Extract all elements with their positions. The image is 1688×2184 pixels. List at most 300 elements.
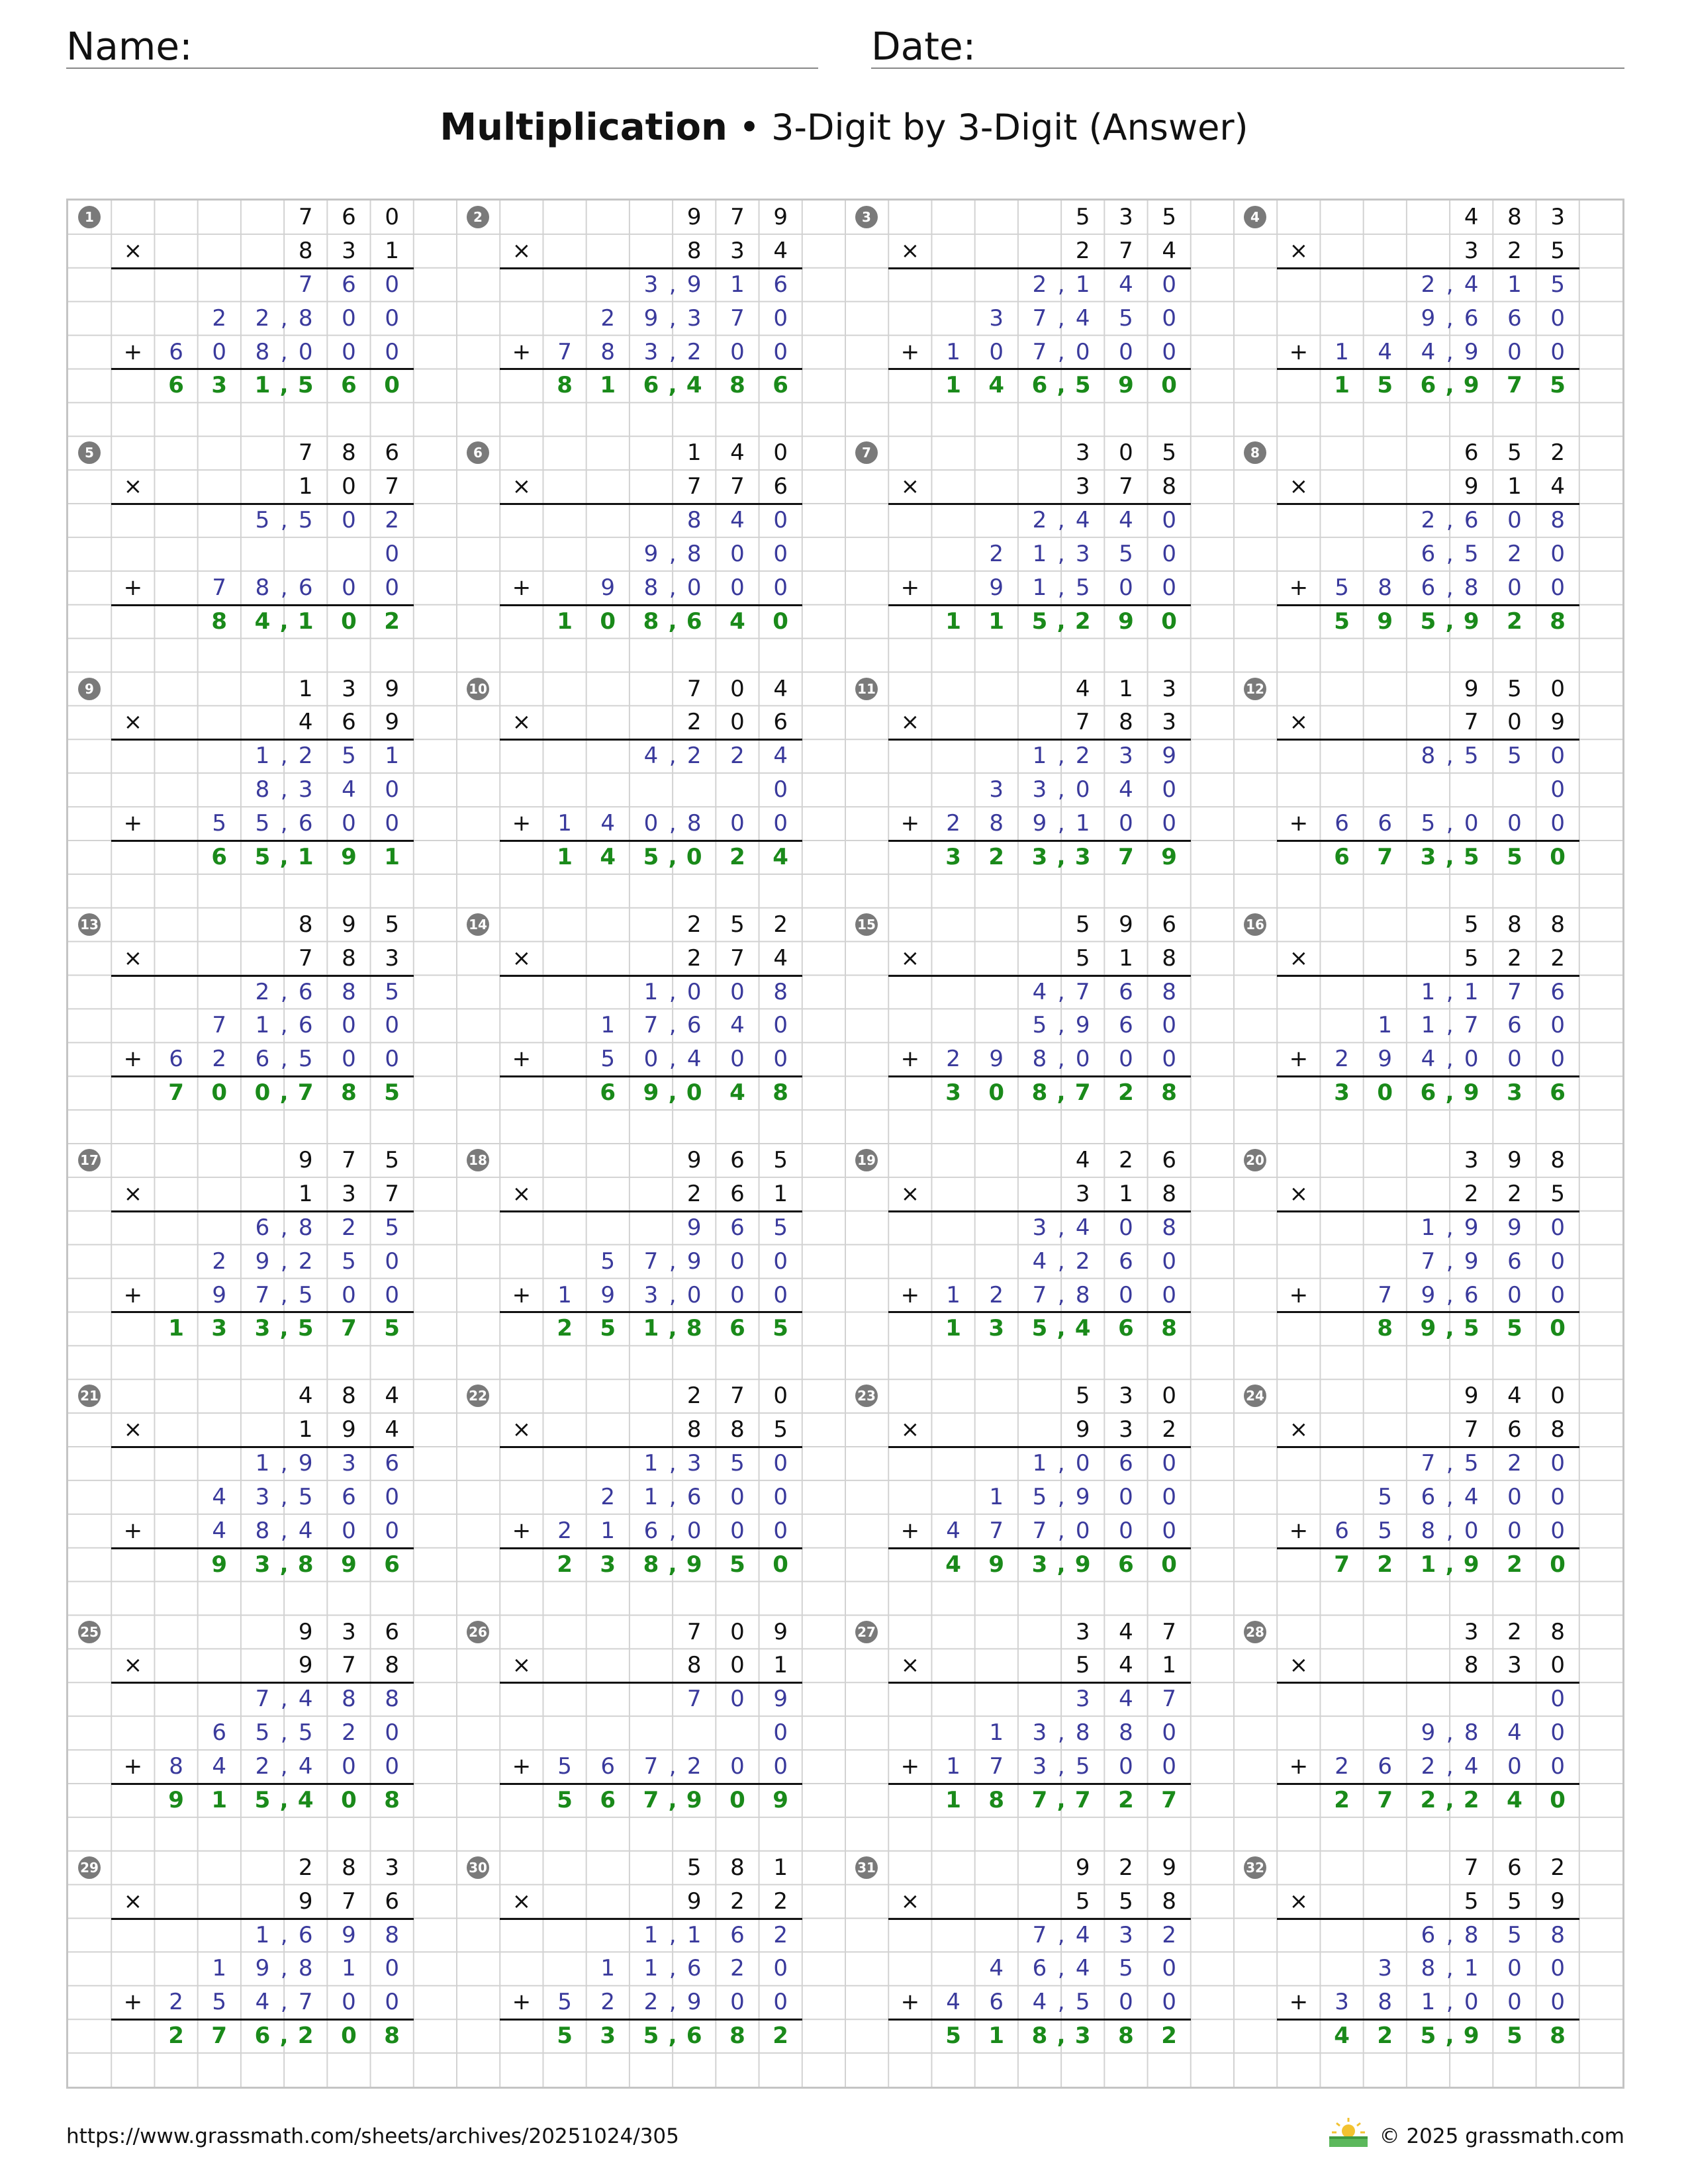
answer-digit: 7: [1377, 1786, 1393, 1813]
partial-product-digit: 8: [686, 810, 702, 837]
times-sign: ×: [900, 1180, 920, 1207]
partial-product-digit: 0: [1075, 338, 1090, 365]
partial-product-digit: 1: [1421, 1012, 1436, 1039]
multiplicand-digit: 6: [1507, 1854, 1522, 1881]
times-sign: ×: [512, 1652, 532, 1679]
partial-product-digit: 5: [298, 1281, 313, 1308]
partial-product-digit-comma: ,: [1446, 743, 1454, 770]
partial-product-digit: 0: [385, 271, 399, 298]
plus-sign: +: [900, 810, 920, 837]
times-sign: ×: [123, 237, 143, 264]
partial-product-digit-comma: ,: [1446, 978, 1454, 1005]
answer-digit: 6: [1118, 1551, 1134, 1578]
answer-digit: 5: [254, 1786, 271, 1813]
partial-product-digit-comma: ,: [669, 271, 677, 298]
partial-product-digit: 0: [1119, 1214, 1133, 1241]
partial-product-digit: 1: [1075, 271, 1090, 298]
answer-rule-line: [111, 840, 414, 842]
partial-product-digit: 8: [298, 304, 313, 332]
multiplier-digit: 5: [1464, 1888, 1479, 1915]
answer-digit: 9: [643, 1079, 659, 1107]
partial-product-digit: 9: [1464, 1248, 1479, 1275]
partial-product-digit: 0: [730, 1248, 745, 1275]
multiplicand-digit: 5: [1507, 675, 1522, 702]
partial-product-digit: 0: [1075, 1517, 1090, 1544]
answer-digit: 4: [600, 843, 616, 870]
partial-product-digit: 0: [1075, 776, 1090, 803]
partial-product-digit-comma: ,: [1057, 338, 1065, 365]
answer-digit: 3: [1074, 2023, 1091, 2050]
answer-digit: 0: [1161, 1551, 1177, 1578]
partial-product-digit: 8: [1162, 1214, 1176, 1241]
answer-digit: 1: [384, 843, 400, 870]
answer-digit: 6: [1420, 372, 1436, 399]
answer-digit-comma: ,: [668, 1786, 677, 1813]
partial-product-digit: 0: [773, 1753, 788, 1780]
partial-product-digit: 0: [1550, 810, 1565, 837]
answer-digit: 5: [1074, 372, 1091, 399]
multiplicand-digit: 8: [342, 1854, 356, 1881]
partial-product-digit: 8: [1464, 574, 1479, 601]
answer-digit: 3: [254, 1551, 271, 1578]
partial-product-digit: 0: [385, 1955, 399, 1982]
times-sign: ×: [900, 709, 920, 736]
partial-product-digit-comma: ,: [1446, 338, 1454, 365]
partial-product-digit: 6: [1464, 1281, 1479, 1308]
multiplier-digit: 8: [1550, 1416, 1565, 1443]
answer-digit: 5: [1463, 843, 1479, 870]
partial-product-digit: 0: [1162, 304, 1176, 332]
partial-product-digit: 2: [1162, 1921, 1176, 1948]
times-sign: ×: [900, 237, 920, 264]
partial-product-digit: 7: [212, 1012, 227, 1039]
partial-product-digit: 4: [1032, 1989, 1047, 2016]
partial-product-digit: 5: [298, 1046, 313, 1073]
answer-digit: 3: [1031, 1551, 1048, 1578]
answer-digit-comma: ,: [1445, 843, 1454, 870]
plus-sign: +: [1289, 1281, 1309, 1308]
multiplicand-digit: 6: [1162, 1147, 1176, 1173]
answer-digit: 0: [1550, 1551, 1566, 1578]
multiplier-digit: 9: [1550, 709, 1565, 736]
partial-product-digit: 8: [686, 540, 702, 567]
problem-number-badge: 30: [467, 1856, 489, 1879]
answer-digit: 3: [1334, 1079, 1350, 1107]
date-label: Date:: [871, 24, 976, 69]
multiplicand-digit: 6: [1464, 439, 1479, 467]
partial-product-digit: 6: [1421, 574, 1436, 601]
partial-product-digit: 0: [643, 1046, 659, 1073]
partial-product-digit: 3: [1075, 1686, 1090, 1713]
answer-rule-line: [111, 1783, 414, 1785]
answer-digit: 2: [1118, 1079, 1134, 1107]
problem-number-badge: 26: [467, 1621, 489, 1643]
answer-rule-line: [1277, 1682, 1579, 1684]
answer-digit: 0: [1161, 608, 1177, 635]
partial-product-digit: 7: [298, 271, 313, 298]
answer-digit: 9: [1377, 608, 1393, 635]
plus-sign: +: [1289, 1753, 1309, 1780]
multiplicand-digit: 2: [1507, 1618, 1522, 1645]
partial-product-digit: 1: [1032, 743, 1047, 770]
partial-product-digit: 0: [1075, 1450, 1090, 1477]
partial-product-digit: 0: [773, 776, 788, 803]
answer-rule-line: [1277, 2019, 1579, 2021]
plus-sign: +: [512, 1989, 532, 2016]
partial-product-digit-comma: ,: [280, 1281, 288, 1308]
answer-digit: 7: [1507, 372, 1523, 399]
partial-product-digit: 3: [643, 271, 659, 298]
partial-product-digit: 3: [989, 776, 1004, 803]
answer-digit: 8: [773, 1079, 788, 1107]
answer-digit: 5: [1334, 608, 1350, 635]
multiplicand-digit: 8: [1550, 1618, 1565, 1645]
plus-sign: +: [900, 1989, 920, 2016]
answer-rule-line: [888, 1783, 1191, 1785]
answer-digit: 2: [1074, 608, 1091, 635]
plus-sign: +: [900, 338, 920, 365]
partial-product-digit: 6: [342, 1483, 356, 1510]
multiplicand-digit: 5: [730, 911, 745, 938]
partial-product-digit: 6: [298, 1012, 313, 1039]
answer-rule-line: [500, 1311, 802, 1313]
footer-copyright: © 2025 grassmath.com: [1379, 2124, 1624, 2148]
answer-digit: 0: [773, 608, 788, 635]
partial-product-digit: 0: [1464, 810, 1479, 837]
answer-digit: 6: [729, 1315, 745, 1342]
partial-product-digit: 6: [1550, 978, 1565, 1005]
partial-product-digit: 2: [730, 1955, 745, 1982]
partial-product-digit: 3: [1032, 1214, 1047, 1241]
times-sign: ×: [123, 473, 143, 500]
partial-product-digit: 9: [1421, 1281, 1436, 1308]
partial-product-digit-comma: ,: [1057, 1989, 1065, 2016]
partial-product-digit-comma: ,: [1057, 1753, 1065, 1780]
answer-digit: 6: [686, 2023, 702, 2050]
partial-product-digit: 6: [1421, 1483, 1436, 1510]
answer-digit: 9: [1463, 1551, 1479, 1578]
answer-digit: 0: [729, 1786, 745, 1813]
multiplicand-digit: 9: [298, 1147, 313, 1173]
partial-product-digit: 0: [385, 1281, 399, 1308]
answer-digit: 0: [1377, 1079, 1393, 1107]
answer-digit-comma: ,: [668, 1551, 677, 1578]
answer-rule-line: [500, 1210, 802, 1212]
partial-product-digit: 0: [342, 574, 356, 601]
times-sign: ×: [900, 1888, 920, 1915]
partial-product-digit: 1: [600, 1517, 616, 1544]
partial-product-digit: 5: [342, 1248, 356, 1275]
times-sign: ×: [1289, 944, 1309, 972]
partial-product-digit: 5: [1464, 1450, 1479, 1477]
multiplier-digit: 5: [1075, 944, 1090, 972]
answer-digit: 1: [557, 608, 573, 635]
multiplier-digit: 2: [1162, 1416, 1176, 1443]
partial-product-digit: 5: [1507, 743, 1522, 770]
times-sign: ×: [1289, 1888, 1309, 1915]
partial-product-digit: 3: [255, 1483, 270, 1510]
partial-product-digit: 0: [1119, 1046, 1133, 1073]
partial-product-digit: 0: [1464, 1989, 1479, 2016]
plus-sign: +: [1289, 1989, 1309, 2016]
partial-product-digit: 2: [989, 540, 1004, 567]
partial-product-digit: 2: [600, 304, 616, 332]
partial-product-digit: 8: [298, 1214, 313, 1241]
multiplicand-digit: 9: [1075, 1854, 1090, 1881]
partial-product-digit-comma: ,: [1446, 1012, 1454, 1039]
multiplier-digit: 8: [298, 237, 313, 264]
partial-product-digit-comma: ,: [1057, 540, 1065, 567]
plus-sign: +: [123, 810, 143, 837]
answer-digit-comma: ,: [1056, 1551, 1066, 1578]
multiplier-digit: 5: [1075, 1888, 1090, 1915]
answer-digit: 5: [643, 843, 659, 870]
answer-digit: 6: [254, 2023, 271, 2050]
partial-product-digit: 8: [1464, 1921, 1479, 1948]
answer-digit: 8: [643, 1551, 659, 1578]
partial-product-digit: 7: [686, 1686, 702, 1713]
answer-digit: 1: [1334, 372, 1350, 399]
multiplicand-digit: 0: [1550, 675, 1565, 702]
answer-rule-line: [888, 503, 1191, 505]
multiplicand-digit: 4: [730, 439, 745, 467]
answer-digit: 5: [1031, 1315, 1048, 1342]
multiplier-digit: 9: [385, 709, 399, 736]
partial-product-digit: 5: [1378, 1483, 1393, 1510]
multiplier-digit: 8: [686, 237, 702, 264]
partial-product-digit: 8: [1119, 1719, 1133, 1747]
multiplier-digit: 5: [1550, 237, 1565, 264]
partial-product-digit: 0: [1507, 1955, 1522, 1982]
partial-product-digit: 5: [212, 810, 227, 837]
multiplicand-digit: 7: [730, 1383, 745, 1410]
partial-product-digit: 4: [1032, 978, 1047, 1005]
partial-product-digit: 0: [1075, 1046, 1090, 1073]
answer-digit: 5: [1420, 608, 1436, 635]
multiplier-digit: 7: [730, 944, 745, 972]
times-sign: ×: [512, 1416, 532, 1443]
answer-digit-comma: ,: [1056, 372, 1066, 399]
answer-digit: 8: [1377, 1315, 1393, 1342]
partial-product-digit: 9: [1421, 1719, 1436, 1747]
partial-product-digit: 3: [1075, 540, 1090, 567]
partial-product-digit: 7: [1075, 978, 1090, 1005]
problem-number-badge: 5: [78, 441, 101, 464]
partial-product-digit-comma: ,: [1057, 978, 1065, 1005]
multiplicand-digit: 9: [385, 675, 399, 702]
partial-product-digit-comma: ,: [669, 978, 677, 1005]
answer-digit: 2: [384, 608, 400, 635]
title-sub: • 3-Digit by 3-Digit (Answer): [727, 107, 1248, 148]
answer-digit: 6: [600, 1786, 616, 1813]
partial-product-digit: 3: [342, 1450, 356, 1477]
answer-rule-line: [888, 604, 1191, 606]
partial-product-digit: 9: [1032, 810, 1047, 837]
problem-grid: [66, 199, 1624, 2089]
answer-rule-line: [1277, 1547, 1579, 1549]
multiplicand-digit: 8: [1550, 911, 1565, 938]
multiplicand-digit: 5: [385, 911, 399, 938]
partial-product-digit: 0: [730, 1483, 745, 1510]
partial-product-digit-comma: ,: [669, 1046, 677, 1073]
multiplier-digit: 2: [686, 944, 702, 972]
partial-product-digit: 6: [1119, 1248, 1133, 1275]
multiplicand-digit: 9: [298, 1618, 313, 1645]
partial-product-digit: 2: [1507, 540, 1522, 567]
multiplicand-digit: 7: [298, 439, 313, 467]
answer-digit: 2: [729, 843, 745, 870]
partial-product-digit: 7: [212, 574, 227, 601]
answer-digit: 7: [1118, 843, 1134, 870]
partial-product-digit: 8: [385, 1686, 399, 1713]
answer-rule-line: [500, 368, 802, 370]
partial-product-digit: 0: [1162, 1450, 1176, 1477]
answer-rule-line: [1277, 1311, 1579, 1313]
multiplier-digit: 4: [1550, 473, 1565, 500]
partial-product-digit: 0: [773, 540, 788, 567]
partial-product-digit: 0: [1119, 574, 1133, 601]
partial-product-digit-comma: ,: [280, 1483, 288, 1510]
answer-digit: 6: [1420, 1079, 1436, 1107]
answer-rule-line: [1277, 739, 1579, 741]
partial-product-digit: 0: [773, 1955, 788, 1982]
partial-product-digit: 2: [1421, 507, 1436, 534]
answer-digit: 8: [211, 608, 228, 635]
partial-product-digit: 1: [600, 1955, 616, 1982]
answer-digit: 1: [297, 608, 314, 635]
problem-number-badge: 25: [78, 1621, 101, 1643]
partial-product-digit: 1: [1421, 978, 1436, 1005]
multiplicand-digit: 6: [385, 439, 399, 467]
partial-product-digit: 0: [773, 1012, 788, 1039]
date-line[interactable]: [871, 68, 1624, 69]
partial-product-digit: 8: [385, 1921, 399, 1948]
times-sign: ×: [512, 237, 532, 264]
answer-digit: 9: [686, 1786, 702, 1813]
partial-product-digit: 9: [255, 1955, 270, 1982]
times-sign: ×: [123, 944, 143, 972]
partial-product-digit-comma: ,: [280, 304, 288, 332]
partial-product-digit: 0: [643, 810, 659, 837]
partial-product-digit: 4: [730, 507, 745, 534]
footer-url[interactable]: https://www.grassmath.com/sheets/archives/20251024/305: [66, 2124, 679, 2148]
partial-product-digit: 0: [342, 1012, 356, 1039]
partial-product-digit: 1: [643, 1483, 659, 1510]
partial-product-digit: 0: [1119, 338, 1133, 365]
multiplier-digit: 4: [298, 709, 313, 736]
partial-product-digit: 4: [1119, 507, 1133, 534]
partial-product-digit: 6: [686, 1483, 702, 1510]
multiplier-digit: 7: [385, 1180, 399, 1207]
partial-product-digit: 7: [643, 1012, 659, 1039]
plus-sign: +: [123, 1753, 143, 1780]
problem-number-badge: 10: [467, 678, 489, 700]
partial-product-digit-comma: ,: [280, 978, 288, 1005]
partial-product-digit: 6: [730, 1921, 745, 1948]
answer-digit: 9: [1161, 843, 1177, 870]
answer-rule-line: [888, 975, 1191, 977]
partial-product-digit: 1: [1464, 1955, 1479, 1982]
partial-product-digit: 0: [1162, 1517, 1176, 1544]
partial-product-digit: 5: [1119, 304, 1133, 332]
partial-product-digit: 3: [298, 776, 313, 803]
multiplicand-digit: 8: [1550, 1147, 1565, 1173]
partial-product-digit-comma: ,: [280, 1686, 288, 1713]
partial-product-digit: 2: [1335, 1046, 1349, 1073]
partial-product-digit-comma: ,: [1446, 1517, 1454, 1544]
partial-product-digit: 0: [385, 1517, 399, 1544]
partial-product-digit: 6: [1119, 1450, 1133, 1477]
answer-rule-line: [1277, 975, 1579, 977]
partial-product-digit: 3: [1119, 1921, 1133, 1948]
multiplicand-digit: 7: [1162, 1618, 1176, 1645]
partial-product-digit-comma: ,: [669, 1989, 677, 2016]
partial-product-digit: 0: [1119, 1483, 1133, 1510]
answer-rule-line: [500, 1446, 802, 1448]
partial-product-digit: 4: [1075, 507, 1090, 534]
answer-rule-line: [500, 739, 802, 741]
answer-rule-line: [1277, 267, 1579, 269]
partial-product-digit-comma: ,: [1057, 1248, 1065, 1275]
partial-product-digit: 6: [1507, 1012, 1522, 1039]
multiplicand-digit: 5: [1075, 1383, 1090, 1410]
partial-product-digit: 7: [1032, 1281, 1047, 1308]
partial-product-digit: 0: [385, 1012, 399, 1039]
partial-product-digit-comma: ,: [669, 1450, 677, 1477]
times-sign: ×: [1289, 1652, 1309, 1679]
answer-digit: 5: [1031, 608, 1048, 635]
partial-product-digit-comma: ,: [280, 1955, 288, 1982]
answer-rule-line: [500, 1075, 802, 1077]
multiplier-digit: 7: [342, 1652, 356, 1679]
multiplicand-digit: 9: [1464, 675, 1479, 702]
partial-product-digit: 2: [169, 1989, 183, 2016]
partial-product-digit: 1: [1075, 810, 1090, 837]
answer-rule-line: [888, 1075, 1191, 1077]
answer-digit: 5: [1507, 1315, 1523, 1342]
answer-digit: 8: [384, 1786, 400, 1813]
partial-product-digit: 6: [1119, 1012, 1133, 1039]
partial-product-digit-comma: ,: [669, 1281, 677, 1308]
partial-product-digit: 0: [1507, 1753, 1522, 1780]
answer-digit: 0: [211, 1079, 228, 1107]
partial-product-digit: 8: [1075, 1719, 1090, 1747]
problem-number-badge: 31: [855, 1856, 878, 1879]
partial-product-digit: 0: [1550, 743, 1565, 770]
plus-sign: +: [1289, 338, 1309, 365]
partial-product-digit: 2: [643, 1989, 659, 2016]
partial-product-digit: 0: [1162, 776, 1176, 803]
multiplier-digit: 7: [1464, 709, 1479, 736]
problem-number-badge: 13: [78, 913, 101, 936]
answer-digit: 0: [686, 1079, 702, 1107]
answer-digit-comma: ,: [279, 1079, 289, 1107]
partial-product-digit-comma: ,: [1057, 1214, 1065, 1241]
partial-product-digit: 0: [385, 810, 399, 837]
plus-sign: +: [900, 1753, 920, 1780]
multiplicand-digit: 8: [1507, 204, 1522, 230]
name-line[interactable]: [66, 68, 818, 69]
partial-product-digit: 2: [600, 1989, 616, 2016]
plus-sign: +: [512, 1753, 532, 1780]
partial-product-digit: 5: [298, 507, 313, 534]
partial-product-digit: 0: [1550, 1483, 1565, 1510]
partial-product-digit: 5: [1075, 574, 1090, 601]
partial-product-digit: 7: [1032, 1921, 1047, 1948]
answer-digit-comma: ,: [1056, 2023, 1066, 2050]
partial-product-digit: 4: [298, 1517, 313, 1544]
multiplicand-digit: 2: [1119, 1147, 1133, 1173]
